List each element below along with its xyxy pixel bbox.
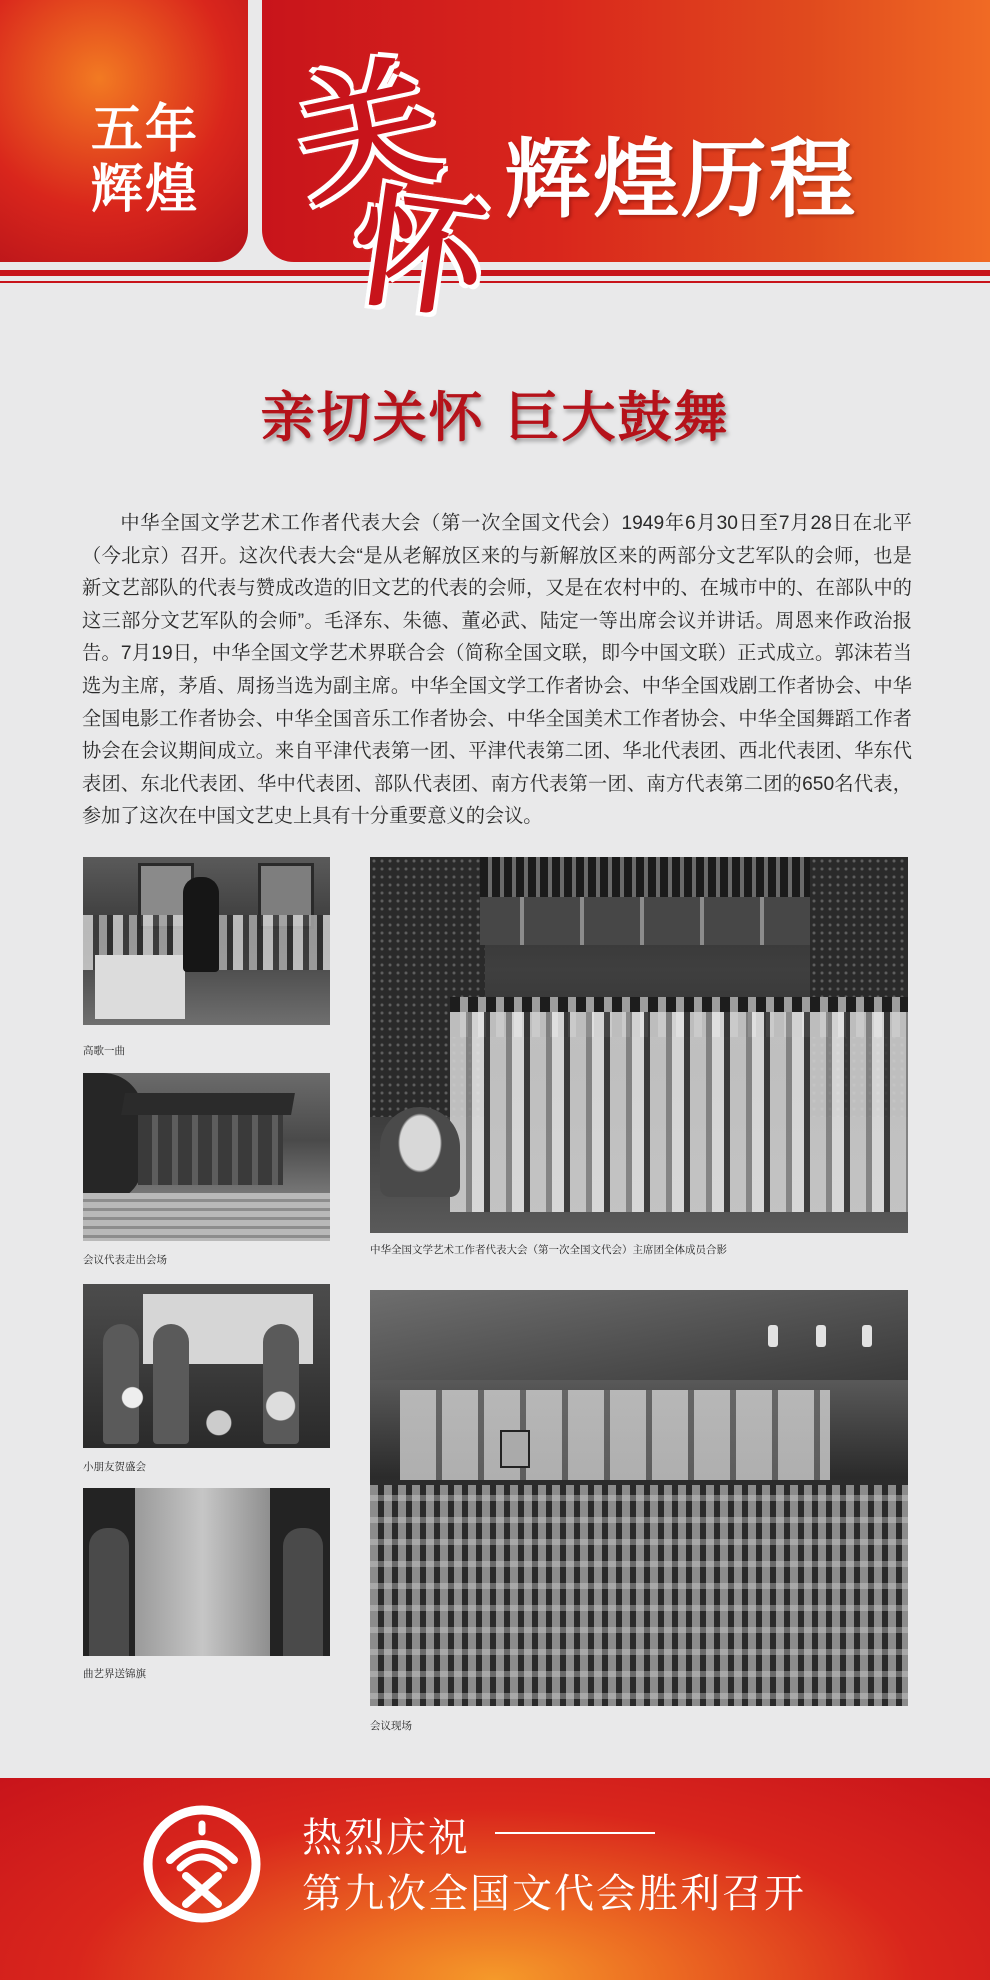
photo-group-portrait: [370, 857, 908, 1233]
section-title: 亲切关怀 巨大鼓舞: [260, 386, 730, 449]
photo-beam-shape: [480, 897, 810, 945]
photo-delegates-leaving: [83, 1073, 330, 1241]
footer-line2: 第九次全国文代会胜利召开: [302, 1871, 806, 1917]
photo-children: [83, 1284, 330, 1448]
footer-dash: [495, 1832, 655, 1834]
photo-plant-shape: [380, 1107, 460, 1197]
photo-singing: [83, 857, 330, 1025]
photo-person-shape: [283, 1528, 323, 1656]
photo-lamp-shape: [862, 1325, 872, 1347]
footer-line1: 热烈庆祝: [302, 1815, 470, 1861]
photo-flowers-shape: [83, 1364, 330, 1448]
photo-table-shape: [95, 955, 185, 1019]
header-banner: [0, 0, 990, 339]
emblem-char-1: 关: [281, 36, 453, 227]
photo-caption-children: 小朋友贺盛会: [83, 1461, 146, 1473]
photo-caption-meeting-hall: 会议现场: [370, 1720, 412, 1732]
photo-person-shape: [89, 1528, 129, 1656]
badge-line1: 五年: [90, 100, 199, 160]
photo-stage-shape: [400, 1390, 830, 1480]
photo-audience-shape: [370, 1485, 908, 1706]
photo-roof-shape: [121, 1093, 295, 1115]
footer-banner: [0, 1778, 990, 1980]
photo-caption-delegates-leaving: 会议代表走出会场: [83, 1254, 167, 1266]
photo-meeting-hall: [370, 1290, 908, 1706]
photo-caption-group-portrait: 中华全国文学艺术工作者代表大会（第一次全国文代会）主席团全体成员合影: [370, 1244, 727, 1256]
photo-steps-shape: [83, 1193, 330, 1241]
photo-caption-singing: 高歌一曲: [83, 1045, 125, 1057]
header-title: 辉煌历程: [505, 130, 857, 230]
photo-portrait-shape: [500, 1430, 530, 1468]
emblem-char-2: 怀: [343, 168, 494, 339]
photo-lamp-shape: [768, 1325, 778, 1347]
photo-caption-silk-banner: 曲艺界送锦旗: [83, 1668, 146, 1680]
photo-eave-shape: [480, 857, 810, 897]
photo-lamp-shape: [816, 1325, 826, 1347]
five-years-badge: [80, 100, 210, 220]
cflac-emblem-icon: [140, 1802, 264, 1926]
photo-building-shape: [138, 1115, 283, 1185]
photo-conductor-shape: [183, 877, 219, 972]
calligraphy-emblem: [281, 20, 525, 339]
photo-silk-banner: [83, 1488, 330, 1656]
photo-banner-shape: [135, 1488, 270, 1656]
badge-line2: 辉煌: [90, 160, 199, 220]
photo-people-shape: [450, 1012, 908, 1212]
photo-ceiling-shape: [370, 1290, 908, 1380]
intro-paragraph: 中华全国文学艺术工作者代表大会（第一次全国文代会）1949年6月30日至7月28日在北平（今北京）召开。这次代表大会“是从老解放区来的与新解放区来的两部分文艺军队的会师，也是新文艺部队的代表与赞成改造的旧文艺的代表的会师，又是在农村中的、在城市中的、在部队中的这三部分文艺军队的会师”。毛泽东、朱德、董必武、陆定一等出席会议并讲话。周恩来作政治报告。7月19日，中华全国文学艺术界联合会（简称全国文联，即今中国文联）正式成立。郭沫若当选为主席，茅盾、周扬当选为副主席。中华全国文学工作者协会、中华全国戏剧工作者协会、中华全国电影工作者协会、中华全国音乐工作者协会、中华全国美术工作者协会、中华全国舞蹈工作者协会在会议期间成立。来自平津代表第一团、平津代表第二团、华北代表团、西北代表团、华东代表团、东北代表团、华中代表团、部队代表团、南方代表第一团、南方代表第二团的650名代表，参加了这次在中国文艺史上具有十分重要意义的会议。: [82, 513, 912, 828]
